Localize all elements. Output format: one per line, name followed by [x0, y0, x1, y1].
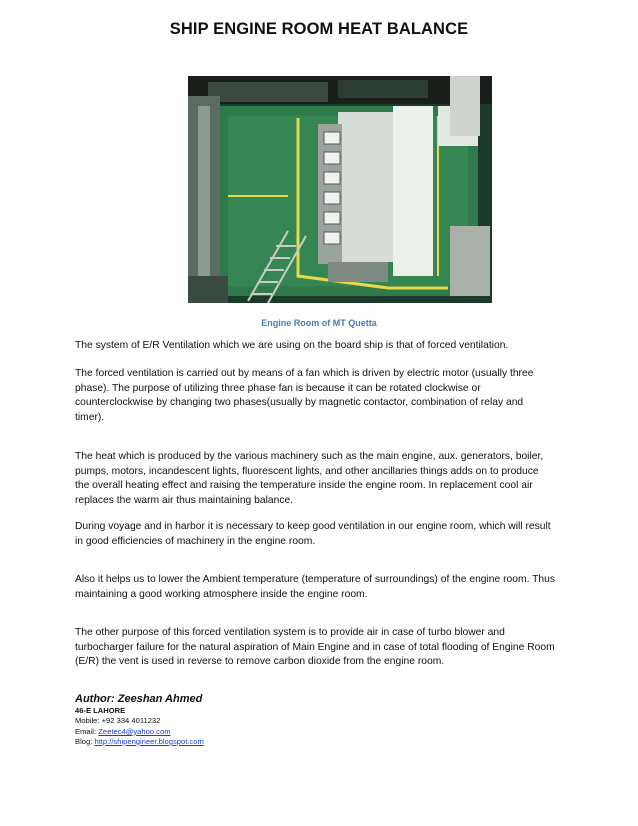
- mobile-number: +92 334 4011232: [101, 716, 161, 726]
- email-line: [75, 727, 204, 737]
- page-title: SHIP ENGINE ROOM HEAT BALANCE: [169, 20, 469, 38]
- paragraph-1: The system of E/R Ventilation which we are using on the board ship is that of forced ventilation.: [75, 340, 509, 351]
- engine-room-photo: [188, 76, 492, 303]
- paragraph-6: The other purpose of this forced ventilation system is to provide air in case of turbo blower and turbocharger failure for the natural aspiration of Main Engine and in case of total flooding of Engine Room (E/R) the vent is used in reverse to remove carbon dioxide from the engine room.: [75, 627, 555, 668]
- blog-line: [75, 737, 204, 747]
- email-link[interactable]: Zeetec4@yahoo.com: [98, 726, 171, 736]
- paragraph-2: The forced ventilation is carried out by means of a fan which is driven by electric motor (usually three phase). The purpose of utilizing three phase fan is because it can be rotated clockwise or counterclockwise by changing two phases(usually by magnetic contactor, combination of relay and timer).: [75, 368, 534, 423]
- mobile-label: Mobile:: [75, 716, 100, 726]
- author-name: Author: Zeeshan Ahmed: [75, 693, 203, 705]
- email-label: Email:: [75, 726, 97, 736]
- blog-link[interactable]: http://shipengineer.blogspot.com: [94, 736, 204, 746]
- paragraph-3: The heat which is produced by the various machinery such as the main engine, aux. generators, boiler, pumps, motors, incandescent lights, fluorescent lights, and other ancillaries things adds on to produce the overall heating effect and raising the temperature inside the engine room. In replacement cool air replaces the warm air thus maintaining balance.: [75, 451, 544, 506]
- paragraph-4: During voyage and in harbor it is necessary to keep good ventilation in our engine room, which will result in good efficiencies of machinery in the engine room.: [75, 521, 551, 547]
- mobile-line: [75, 716, 204, 726]
- paragraph-5: Also it helps us to lower the Ambient temperature (temperature of surroundings) of the engine room. Thus maintaining a good working atmosphere inside the engine room.: [75, 574, 556, 600]
- image-caption: Engine Room of MT Quetta: [261, 318, 377, 328]
- author-address: 46-E LAHORE: [75, 706, 126, 715]
- blog-label: Blog:: [75, 736, 93, 746]
- author-block: [75, 692, 204, 747]
